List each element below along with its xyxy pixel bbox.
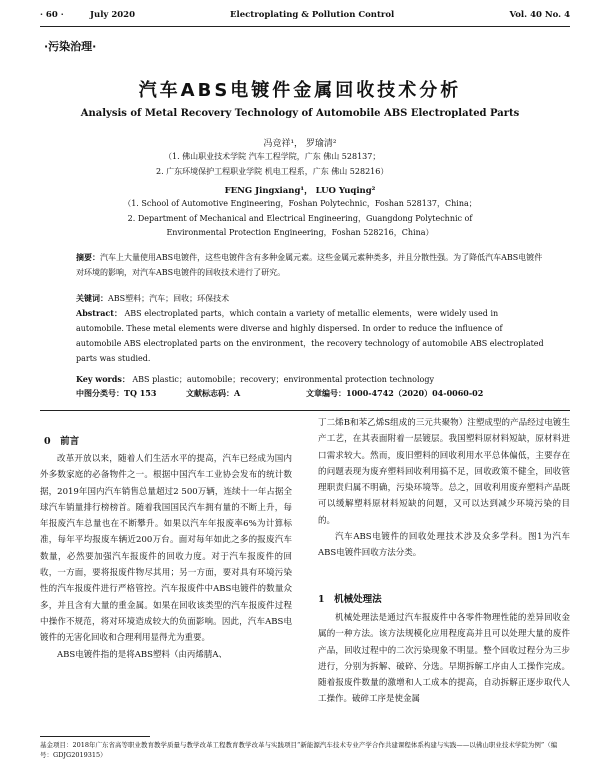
paragraph: 机械处理法是通过汽车报废件中各零件物理性能的差异回收金属的一种方法。该方法规模化应用程度高并且可以处理大量的废件产品，回收过程中的二次污染现象不明显。整个回收过程分为三步进行，分别为拆解、破碎、分选。早期拆解工序由人工操作完成。随着报废件数量的激增和人工成本的提高，自动拆解正逐步取代人工操作。破碎工序是使金属 [318,613,570,705]
affiliation-cn-line: （1. 佛山职业技术学院 汽车工程学院，广东 佛山 528137； [164,152,381,161]
column-tag: ·污染治理· [44,40,97,53]
paragraph: ABS电镀件指的是将ABS塑料（由丙烯腈A、 [57,649,228,660]
keywords-chinese [76,291,546,306]
keywords-cn-text: ABS塑料；汽车；回收；环保技术 [108,294,230,303]
abstract-cn-text: 汽车上大量使用ABS电镀件，这些电镀件含有多种金属元素。这些金属元素种类多，并且分散性强。为了降低汽车ABS电镀件对环境的影响，对汽车ABS电镀件的回收技术进行了研究。 [76,253,543,277]
left-column-text [40,451,292,663]
keywords-en-label: Key words： [76,374,130,384]
abstract-cn-label: 摘要： [76,252,100,262]
right-column-text-2 [318,610,570,708]
affiliation-en-line: 2. Department of Mechanical and Electrical Engineering，Guangdong Polytechnic of [127,213,473,223]
paragraph: 改革开放以来，随着人们生活水平的提高，汽车已经成为国内外多数家庭的必备物件之一。根据中国汽车工业协会发布的统计数据，2019年国内汽车销售总量超过2 500万辆，连续十一年占据全球汽车销量排行榜榜首。随着我国国民汽车拥有量的不断上升，每年报废汽车总量也在不断攀升。如果以汽车年报废率6%为计算标准，每年平均报废车辆近200万台。面对每年如此之多的报废汽车数量，必然要加强汽车报废件的回收力度。对于汽车报废件的回收，一方面，要将报废件物尽其用；另一方面，要对具有环境污染性的汽车报废件进行严格管控。汽车报废件中ABS电镀件的数量众多，并且含有大量的重金属。如果在回收该类型的汽车报废件过程中操作不规范，将对环境造成较大的负面影响。因此，汽车ABS电镀件的无害化回收和合理利用显得尤为重要。 [40,454,292,644]
header-rule [40,26,570,27]
abstract-en-label: Abstract： [76,308,122,318]
page-header [40,8,570,24]
affiliations-english [0,197,600,241]
authors-chinese: 冯竞祥¹， 罗瑜清² [263,139,337,149]
paragraph: 汽车ABS电镀件的回收处理技术涉及众多学科。图1为汽车ABS电镀件回收方法分类。 [318,532,570,559]
section-1-heading: 1 机械处理法 [318,594,382,605]
paragraph: 丁二烯B和苯乙烯S组成的三元共聚物）注塑成型的产品经过电镀生产工艺，在其表面附着一层镀层。我国塑料原材料短缺，原材料进口需求较大。然而，废旧塑料的回收利用水平总体偏低，主要存在的问题表现为废弃塑料回收利用搞不足，回收政策不健全，回收管理职责归属不明确，污染环境等。总之，回收利用废弃塑料产品既可以缓解塑料原材料短缺的问题，又可以达到减少环境污染的目的。 [318,418,570,526]
authors-english: FENG Jingxiang¹， LUO Yuqing² [224,186,376,196]
title-english: Analysis of Metal Recovery Technology of Automobile ABS Electroplated Parts [80,108,520,119]
document-code: 文献标志码：A [186,388,241,398]
keywords-english [76,372,546,387]
issue-date: July 2020 [90,10,135,20]
title-chinese: 汽车ABS电镀件金属回收技术分析 [138,80,462,101]
keywords-cn-label: 关键词： [76,293,108,303]
page-number: · 60 · [40,10,64,20]
abstract-english [76,306,546,366]
affiliations-chinese [156,149,389,179]
footnote-rule [40,736,150,737]
clc-number: 中图分类号：TQ 153 [76,388,157,398]
volume-info: Vol. 40 No. 4 [509,10,570,20]
abstract-chinese [76,250,546,280]
keywords-en-text: ABS plastic；automobile；recovery；environmental protection technology [132,375,435,384]
affiliation-en-line: （1. School of Automotive Engineering，Foshan Polytechnic，Foshan 528137，China； [123,199,477,208]
affiliation-en-line: Environmental Protection Engineering，Foshan 528216，China） [166,228,434,237]
journal-name: Electroplating & Pollution Control [230,10,395,20]
abstract-rule [40,410,570,411]
affiliation-cn-line: 2. 广东环境保护工程职业学院 机电工程系，广东 佛山 528216） [156,167,389,176]
right-column-text [318,415,570,562]
article-number: 文章编号：1000-4742（2020）04-0060-02 [306,388,484,398]
abstract-en-text: ABS electroplated parts，which contain a variety of metallic elements，were widely used in automobile. These metal elements were diverse and highly dispersed. In order to reduce the influence of automobile ABS electroplated parts on the environment，the recovery technology of automobile ABS electroplated parts was studied. [76,309,544,363]
section-0-heading: 0 前言 [44,436,80,447]
footnote: 基金项目：2018年广东省高等职业教育教学质量与教学改革工程教育教学改革与实践项目“新能源汽车技术专业产学合作共建课程体系构建与实践——以佛山职业技术学院为例”（编号：GDJG2019315） [40,741,558,759]
